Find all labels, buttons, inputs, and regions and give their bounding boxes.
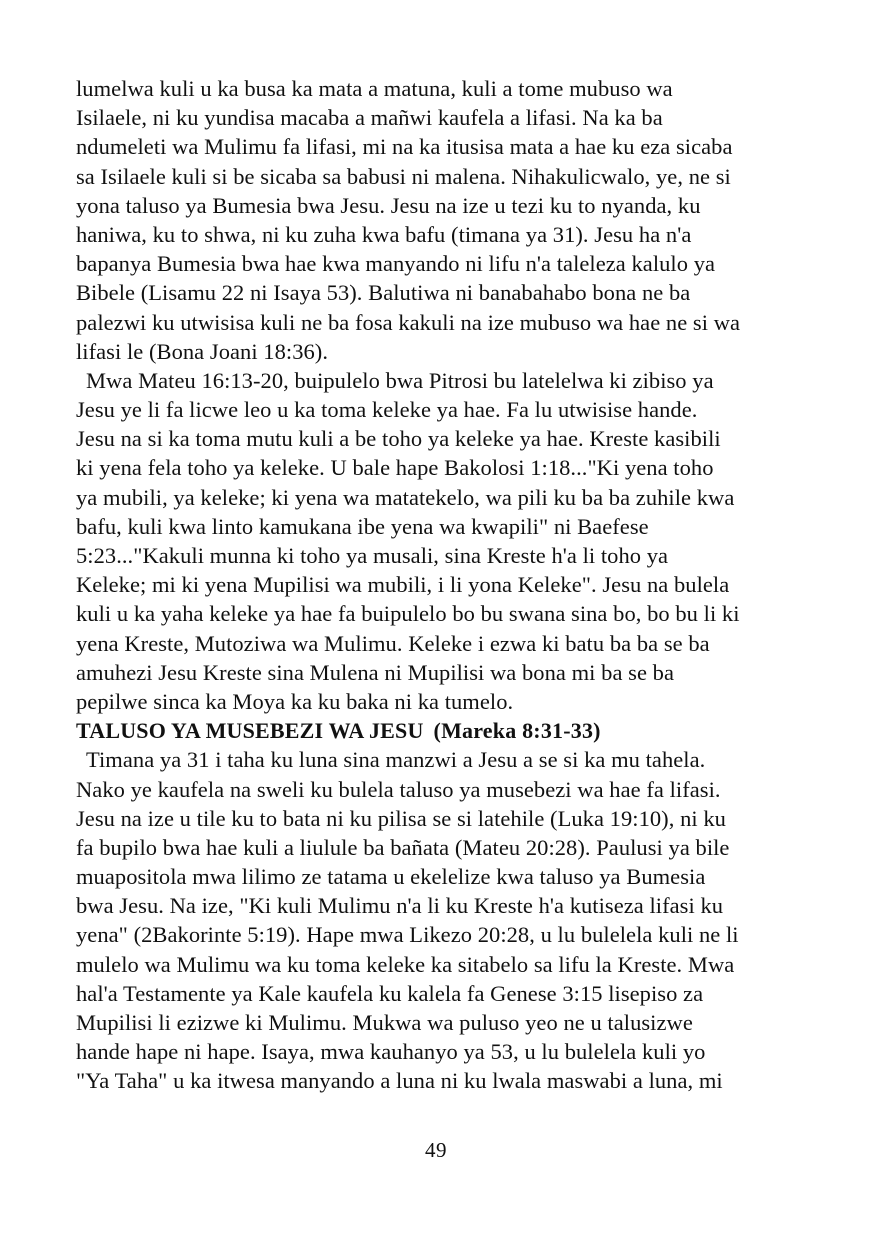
text-line: ya mubili, ya keleke; ki yena wa matatekelo, wa pili ku ba ba zuhile kwa bbox=[76, 484, 735, 510]
text-line: palezwi ku utwisisa kuli ne ba fosa kakuli na ize mubuso wa hae ne si wa bbox=[76, 309, 741, 335]
text-line: amuhezi Jesu Kreste sina Mulena ni Mupilisi wa bona mi ba se ba bbox=[76, 659, 675, 685]
text-line: Jesu na ize u tile ku to bata ni ku pilisa se si latehile (Luka 19:10), ni ku bbox=[76, 805, 726, 831]
text-line: bapanya Bumesia bwa hae kwa manyando ni lifu n'a taleleza kalulo ya bbox=[76, 251, 716, 277]
text-line: ndumeleti wa Mulimu fa lifasi, mi na ka itusisa mata a hae ku eza sicaba bbox=[76, 134, 733, 160]
heading-title: TALUSO YA MUSEBEZI WA JESU bbox=[76, 718, 424, 744]
text-line: hande hape ni hape. Isaya, mwa kauhanyo ya 53, u lu bulelela kuli yo bbox=[76, 1039, 706, 1065]
text-line: 5:23..."Kakuli munna ki toho ya musali, sina Kreste h'a li toho ya bbox=[76, 543, 669, 568]
paragraph-3 bbox=[76, 745, 816, 1095]
text-line: muapositola mwa lilimo ze tatama u ekelelize kwa taluso ya Bumesia bbox=[76, 864, 706, 890]
section-heading bbox=[76, 716, 816, 745]
page-body bbox=[76, 74, 816, 1096]
text-line: yena" (2Bakorinte 5:19). Hape mwa Likezo 20:28, u lu bulelela kuli ne li bbox=[76, 922, 739, 948]
text-line: yona taluso ya Bumesia bwa Jesu. Jesu na ize u tezi ku to nyanda, ku bbox=[76, 192, 701, 218]
text-line: Jesu na si ka toma mutu kuli a be toho ya keleke ya hae. Kreste kasibili bbox=[76, 426, 721, 452]
text-line: ki yena fela toho ya keleke. U bale hape Bakolosi 1:18..."Ki yena toho bbox=[76, 455, 714, 481]
paragraph-1 bbox=[76, 74, 816, 366]
text-line: hal'a Testamente ya Kale kaufela ku kalela fa Genese 3:15 lisepiso za bbox=[76, 980, 704, 1006]
text-line: lifasi le (Bona Joani 18:36). bbox=[76, 338, 329, 364]
text-line: Bibele (Lisamu 22 ni Isaya 53). Balutiwa ni banabahabo bona ne ba bbox=[76, 280, 691, 306]
text-line: yena Kreste, Mutoziwa wa Mulimu. Keleke i ezwa ki batu ba ba se ba bbox=[76, 630, 710, 656]
paragraph-2 bbox=[76, 366, 816, 716]
heading-reference: (Mareka 8:31-33) bbox=[433, 718, 601, 744]
text-line: Timana ya 31 i taha ku luna sina manzwi a Jesu a se si ka mu tahela. bbox=[86, 747, 706, 773]
text-line: "Ya Taha" u ka itwesa manyando a luna ni ku lwala maswabi a luna, mi bbox=[76, 1068, 723, 1094]
text-line: Jesu ye li fa licwe leo u ka toma keleke ya hae. Fa lu utwisise hande. bbox=[76, 397, 698, 423]
text-line: haniwa, ku to shwa, ni ku zuha kwa bafu (timana ya 31). Jesu ha n'a bbox=[76, 221, 692, 247]
text-line: sa Isilaele kuli si be sicaba sa babusi ni malena. Nihakulicwalo, ye, ne si bbox=[76, 163, 731, 189]
text-line: kuli u ka yaha keleke ya hae fa buipulelo bo bu swana sina bo, bo bu li ki bbox=[76, 601, 740, 627]
text-line: Nako ye kaufela na sweli ku bulela taluso ya musebezi wa hae fa lifasi. bbox=[76, 776, 721, 802]
text-line: Mupilisi li ezizwe ki Mulimu. Mukwa wa puluso yeo ne u talusizwe bbox=[76, 1010, 693, 1035]
page-number: 49 bbox=[425, 1138, 447, 1162]
text-line: lumelwa kuli u ka busa ka mata a matuna, kuli a tome mubuso wa bbox=[76, 76, 673, 101]
text-line: Mwa Mateu 16:13-20, buipulelo bwa Pitrosi bu latelelwa ki zibiso ya bbox=[86, 367, 714, 393]
text-line: Isilaele, ni ku yundisa macaba a mañwi kaufela a lifasi. Na ka ba bbox=[76, 105, 663, 131]
text-line: Keleke; mi ki yena Mupilisi wa mubili, i li yona Keleke". Jesu na bulela bbox=[76, 572, 730, 598]
text-line: pepilwe sinca ka Moya ka ku baka ni ka tumelo. bbox=[76, 688, 514, 714]
text-line: mulelo wa Mulimu wa ku toma keleke ka sitabelo sa lifu la Kreste. Mwa bbox=[76, 951, 735, 977]
text-line: fa bupilo bwa hae kuli a liulule ba bañata (Mateu 20:28). Paulusi ya bile bbox=[76, 834, 730, 860]
text-line: bafu, kuli kwa linto kamukana ibe yena wa kwapili" ni Baefese bbox=[76, 513, 649, 539]
text-line: bwa Jesu. Na ize, "Ki kuli Mulimu n'a li ku Kreste h'a kutiseza lifasi ku bbox=[76, 893, 724, 919]
